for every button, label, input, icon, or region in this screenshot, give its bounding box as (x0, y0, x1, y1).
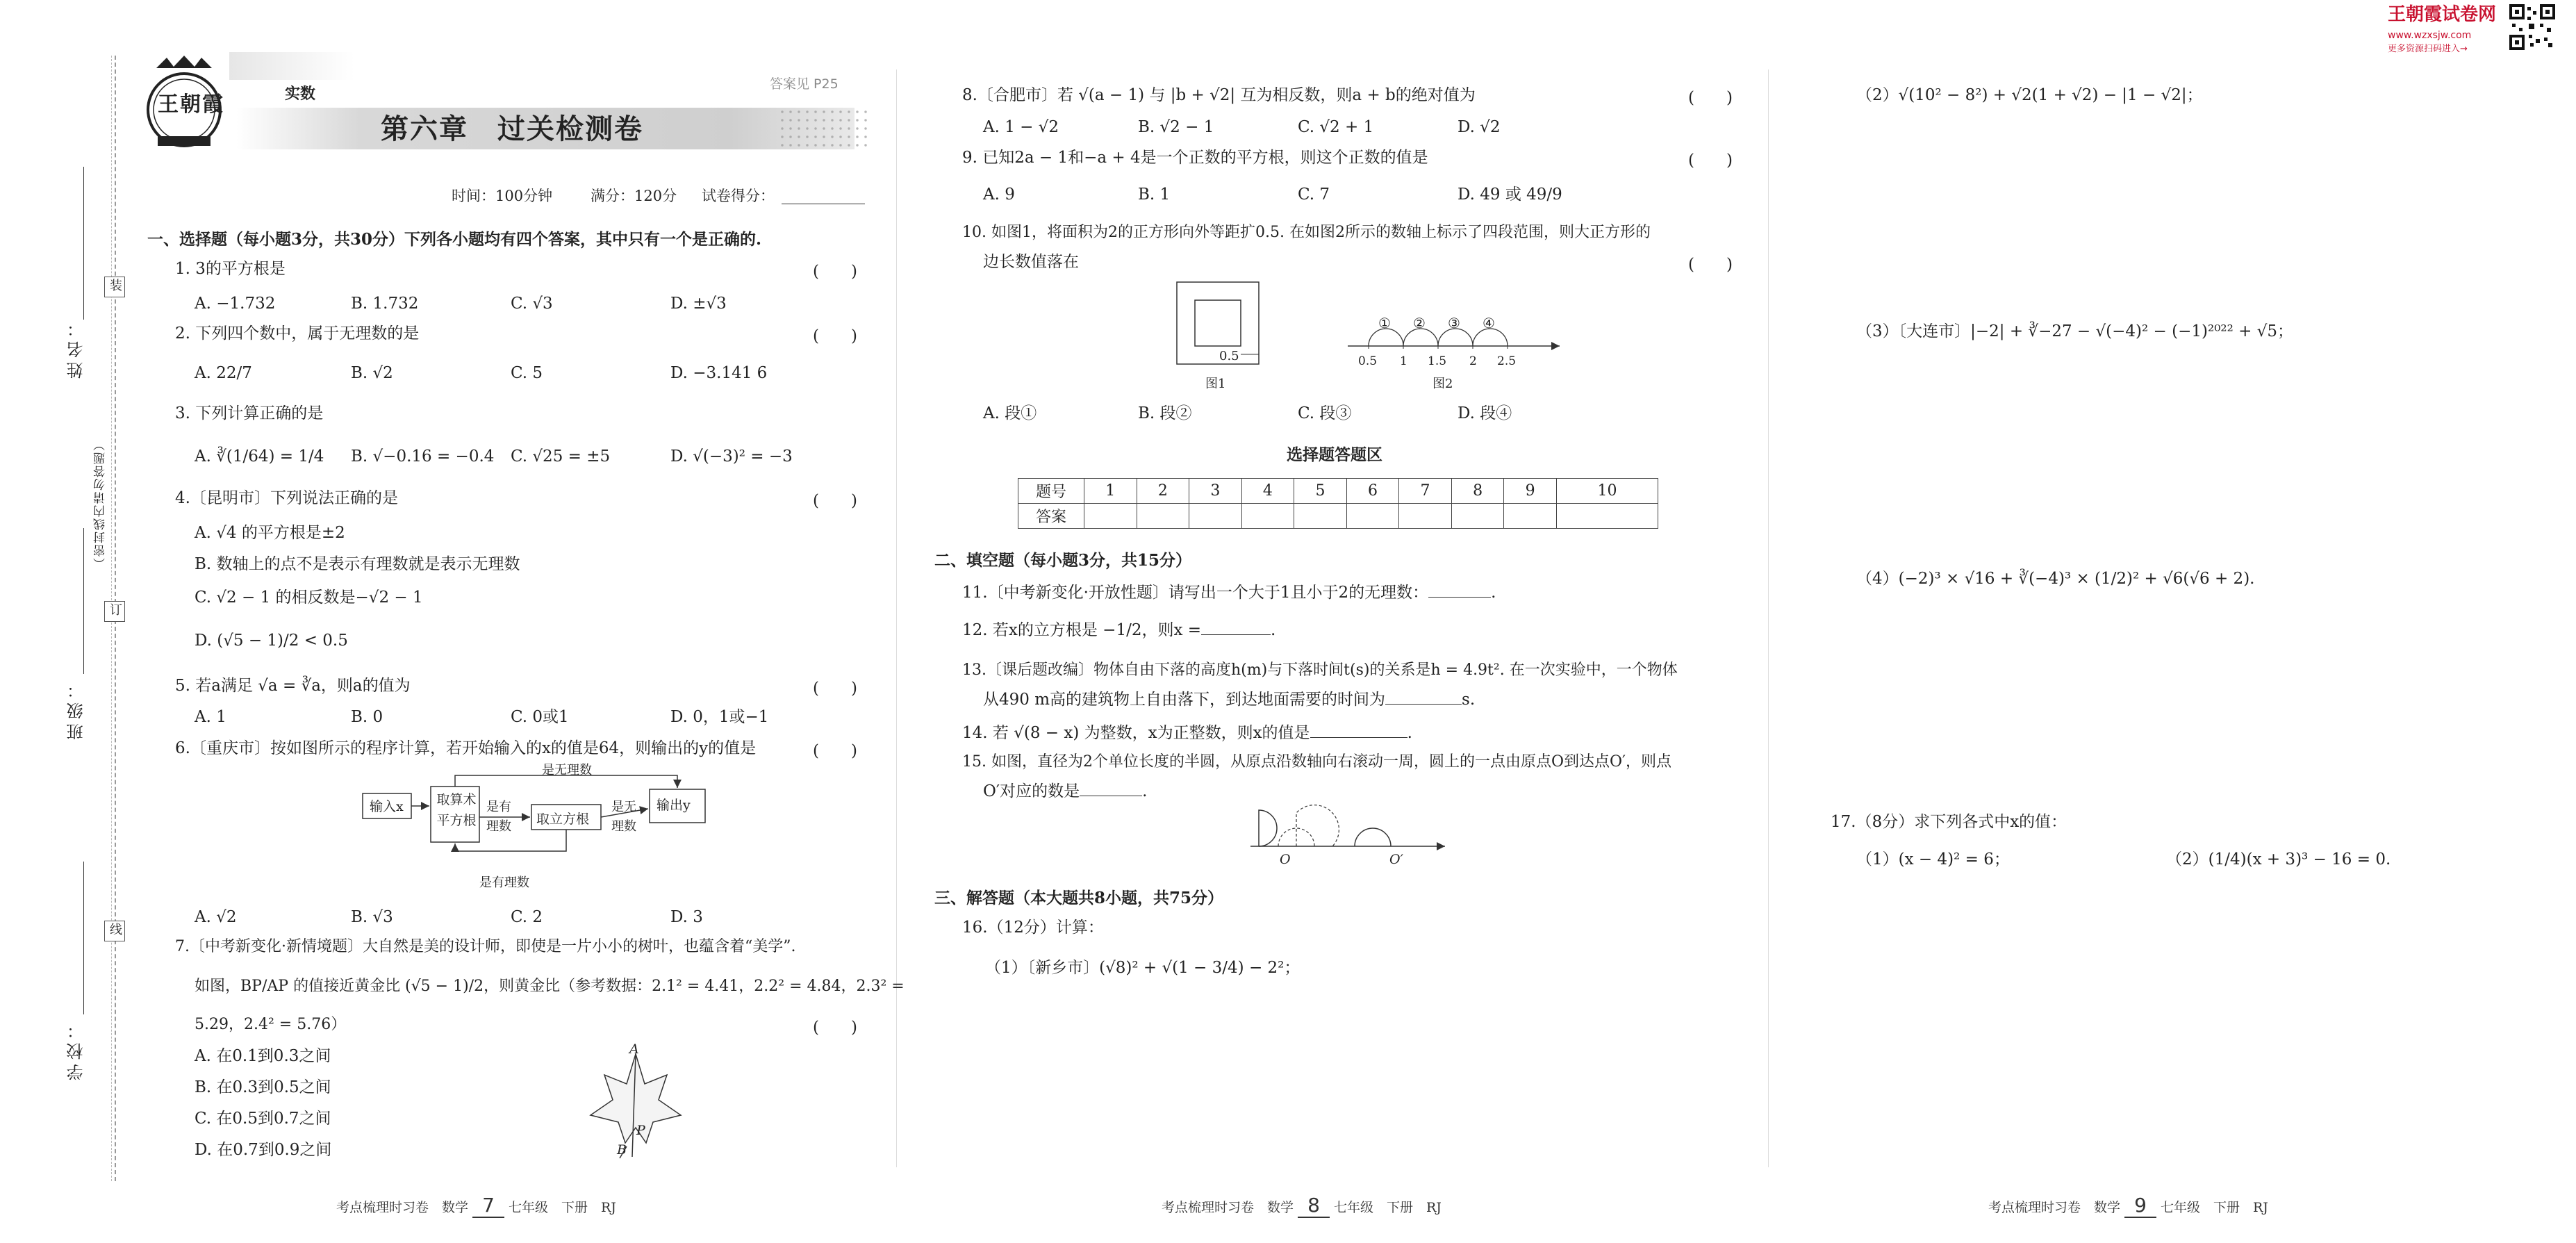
grid-num-1: 1 (1084, 479, 1137, 504)
seal-note: （密封线内请勿答题） (94, 438, 108, 570)
q11-blank[interactable] (1428, 597, 1491, 598)
q11-stem: 11.〔中考新变化·开放性题〕请写出一个大于1且小于2的无理数： (962, 584, 1429, 602)
flow-bottom-label: 是有理数 (479, 875, 529, 890)
footer-grade: 七年级 下册 RJ (1333, 1200, 1442, 1215)
grid-answer-cell[interactable] (1084, 504, 1137, 529)
tick-1-5: 1.5 (1428, 354, 1447, 368)
score-label: 试卷得分： (702, 188, 775, 204)
q6-option-b[interactable]: B. √3 (351, 908, 393, 926)
page-number: 7 (472, 1194, 504, 1218)
q1-option-c[interactable]: C. √3 (511, 295, 553, 313)
grid-answer-cell[interactable] (1137, 504, 1189, 529)
q8-answer-paren[interactable]: ( ) (1688, 89, 1733, 107)
q16-part-1: （1）〔新乡市〕(√8)² + √(1 − 3/4) − 2²； (985, 959, 1301, 977)
q10-answer-paren[interactable]: ( ) (1688, 256, 1733, 274)
q7-option-a[interactable]: A. 在0.1到0.3之间 (195, 1047, 331, 1065)
q2-option-a[interactable]: A. 22/7 (195, 364, 252, 382)
site-url[interactable]: www.wzxsjw.com (2388, 30, 2472, 41)
flow-rational-branch: 是有理数 (486, 800, 511, 834)
q13-stem-1: 13.〔课后题改编〕物体自由下落的高度h(m)与下落时间t(s)的关系是h = 4.9t². 在一次实验中，一个物体 (962, 661, 1678, 679)
segment-1: ① (1378, 315, 1391, 331)
class-label: 班级： (67, 677, 86, 740)
q5-answer-paren[interactable]: ( ) (813, 680, 857, 698)
q1-answer-paren[interactable]: ( ) (813, 263, 857, 281)
q15-rolling-semicircle (1250, 805, 1452, 853)
q7-stem-3: 5.29，2.4² = 5.76） (195, 1016, 347, 1033)
q6-stem: 6.〔重庆市〕按如图所示的程序计算，若开始输入的x的值是64，则输出的y的值是 (175, 739, 757, 757)
q3-option-d[interactable]: D. √(−3)² = −3 (670, 447, 793, 466)
q4-answer-paren[interactable]: ( ) (813, 492, 857, 510)
footer-page-7 (336, 1194, 616, 1218)
segment-3: ③ (1448, 315, 1460, 331)
q15-text (983, 781, 1147, 802)
grid-num-6: 6 (1346, 479, 1399, 504)
q2-option-c[interactable]: C. 5 (511, 364, 543, 382)
section2-heading: 二、填空题（每小题3分，共15分） (934, 551, 1192, 570)
q8-option-c[interactable]: C. √2 + 1 (1298, 118, 1374, 136)
school-label: 学校： (67, 1018, 86, 1080)
grid-num-10: 10 (1556, 479, 1658, 504)
subject-band (229, 52, 354, 80)
q8-option-a[interactable]: A. 1 − √2 (983, 118, 1059, 136)
q15-label-o-prime: O′ (1389, 852, 1403, 867)
q14-end: . (1407, 724, 1412, 742)
seal-mark-1: 装 (104, 277, 125, 297)
flow-irrational-branch: 是无理数 (611, 800, 636, 834)
grid-label-answer: 答案 (1018, 504, 1084, 529)
q10-option-d[interactable]: D. 段④ (1458, 404, 1512, 422)
tick-0-5: 0.5 (1358, 354, 1378, 368)
brand-logo (142, 54, 226, 151)
q16-stem: 16.（12分）计算： (962, 919, 1104, 937)
column-divider-2 (1768, 69, 1769, 1167)
q9-option-b[interactable]: B. 1 (1138, 186, 1171, 204)
flow-input-box: 输入x (370, 799, 404, 814)
q12-blank[interactable] (1201, 634, 1271, 635)
site-name: 王朝霞试卷网 (2388, 4, 2497, 25)
q17-part-2: （2）(1/4)(x + 3)³ − 16 = 0. (2166, 850, 2391, 869)
seal-mark-3: 线 (104, 921, 125, 941)
footer-book: 考点梳理时习卷 数学 (336, 1200, 469, 1215)
q1-option-d[interactable]: D. ±√3 (670, 295, 727, 313)
flow-cube-box: 取立方根 (536, 812, 590, 827)
section3-heading: 三、解答题（本大题共8小题，共75分） (934, 889, 1224, 907)
q13-blank[interactable] (1385, 704, 1462, 705)
q3-option-a[interactable]: A. ∛(1/64) = 1/4 (195, 447, 324, 466)
flow-sqrt-box: 取算术平方根 (436, 792, 477, 828)
name-field[interactable] (83, 167, 84, 320)
q12-end: . (1271, 621, 1276, 639)
segment-2: ② (1413, 315, 1426, 331)
grid-answer-cell[interactable] (1346, 504, 1399, 529)
tick-1: 1 (1400, 354, 1407, 368)
grid-answer-cell[interactable] (1241, 504, 1294, 529)
q15-label-o: O (1280, 852, 1291, 867)
grid-num-5: 5 (1294, 479, 1347, 504)
segment-4: ④ (1483, 315, 1495, 331)
q13-stem-2: 从490 m高的建筑物上自由落下，到达地面需要的时间为 (983, 691, 1386, 709)
q9-option-d[interactable]: D. 49 或 49/9 (1458, 186, 1562, 204)
q15-stem-1: 15. 如图，直径为2个单位长度的半圆，从原点沿数轴向右滚动一周，圆上的一点由原点O到达点O′，则点 (962, 753, 1672, 771)
q4-option-c[interactable]: C. √2 − 1 的相反数是−√2 − 1 (195, 588, 423, 607)
footer-book: 考点梳理时习卷 数学 (1162, 1200, 1294, 1215)
q5-stem: 5. 若a满足 √a = ∛a，则a的值为 (175, 677, 411, 695)
grid-answer-cell[interactable] (1294, 504, 1347, 529)
full-score: 满分：120分 (591, 188, 677, 204)
grid-answer-cell[interactable] (1189, 504, 1242, 529)
q1-option-a[interactable]: A. −1.732 (195, 295, 276, 313)
q9-option-a[interactable]: A. 9 (983, 186, 1015, 204)
q9-answer-paren[interactable]: ( ) (1688, 151, 1733, 170)
q9-option-c[interactable]: C. 7 (1298, 186, 1330, 204)
q16-part-2: （2）√(10² − 8²) + √2(1 + √2) − |1 − √2|； (1856, 86, 2203, 104)
q5-option-a[interactable]: A. 1 (195, 708, 226, 726)
q4-stem: 4.〔昆明市〕下列说法正确的是 (175, 489, 398, 507)
grid-answer-cell[interactable] (1504, 504, 1557, 529)
column-divider-1 (896, 69, 897, 1167)
tick-2: 2 (1469, 354, 1477, 368)
answer-grid (1018, 478, 1658, 529)
footer-page-8 (1162, 1194, 1442, 1218)
q7-option-d[interactable]: D. 在0.7到0.9之间 (195, 1141, 332, 1159)
q5-option-c[interactable]: C. 0或1 (511, 708, 569, 726)
grid-num-7: 7 (1399, 479, 1452, 504)
q1-option-b[interactable]: B. 1.732 (351, 295, 419, 313)
page-number: 9 (2124, 1194, 2156, 1218)
q16-part-4: （4）(−2)³ × √16 + ∛(−4)³ × (1/2)² + √6(√6 + 2). (1856, 570, 2255, 588)
q13-text (983, 689, 1475, 710)
q4-option-b[interactable]: B. 数轴上的点不是表示有理数就是表示无理数 (195, 555, 520, 573)
leaf-label-b: B (617, 1142, 627, 1158)
q7-answer-paren[interactable]: ( ) (813, 1019, 857, 1037)
footer-page-9 (1988, 1194, 2268, 1218)
q6-answer-paren[interactable]: ( ) (813, 742, 857, 760)
q7-stem-1: 7.〔中考新变化·新情境题〕大自然是美的设计师，即使是一片小小的树叶，也蕴含着“美学”. (175, 938, 796, 955)
q10-figure-2-label: 图2 (1433, 377, 1453, 391)
q1-stem: 1. 3的平方根是 (175, 260, 286, 278)
seal-mark-2: 订 (104, 601, 125, 622)
q8-option-d[interactable]: D. √2 (1458, 118, 1501, 136)
answer-grid-answer-row (1018, 504, 1658, 529)
q17-part-1: （1）(x − 4)² = 6； (1856, 850, 2010, 869)
q12-text (962, 620, 1275, 641)
grid-num-3: 3 (1189, 479, 1242, 504)
q10-stem-1: 10. 如图1，将面积为2的正方形向外等距扩0.5. 在如图2所示的数轴上标示了四段范围，则大正方形的 (962, 224, 1651, 241)
answer-grid-header-row (1018, 479, 1658, 504)
logo-text: 王朝霞 (158, 92, 224, 117)
flow-top-label: 是无理数 (542, 763, 592, 777)
q5-option-b[interactable]: B. 0 (351, 708, 383, 726)
qr-code-icon[interactable] (2509, 4, 2555, 50)
q2-option-d[interactable]: D. −3.141 6 (670, 364, 768, 382)
grid-num-9: 9 (1504, 479, 1557, 504)
q10-option-b[interactable]: B. 段② (1138, 404, 1192, 422)
name-label: 姓名： (67, 316, 86, 379)
q17-stem: 17.（8分）求下列各式中x的值： (1831, 813, 2067, 831)
flow-output-box: 输出y (657, 798, 691, 813)
title-band-pattern (778, 108, 868, 149)
q4-option-d[interactable]: D. (√5 − 1)/2 < 0.5 (195, 632, 348, 650)
school-field[interactable] (83, 862, 84, 1014)
tick-2-5: 2.5 (1497, 354, 1517, 368)
q13-end: s. (1462, 691, 1476, 709)
section1-heading: 一、选择题（每小题3分，共30分）下列各小题均有四个答案，其中只有一个是正确的. (147, 230, 762, 249)
q3-option-c[interactable]: C. √25 = ±5 (511, 447, 611, 466)
grid-answer-cell[interactable] (1556, 504, 1658, 529)
page-number: 8 (1298, 1194, 1330, 1218)
grid-label-number: 题号 (1018, 479, 1084, 504)
answer-ref: 答案见 P25 (770, 76, 839, 92)
q15-end: . (1142, 782, 1148, 800)
page-title: 第六章 过关检测卷 (381, 113, 643, 145)
grid-num-4: 4 (1241, 479, 1294, 504)
q2-option-b[interactable]: B. √2 (351, 364, 393, 382)
footer-book: 考点梳理时习卷 数学 (1988, 1200, 2121, 1215)
q3-option-b[interactable]: B. √−0.16 = −0.4 (351, 447, 495, 466)
q2-stem: 2. 下列四个数中，属于无理数的是 (175, 324, 420, 343)
q10-stem-2: 边长数值落在 (983, 253, 1079, 271)
q3-stem: 3. 下列计算正确的是 (175, 404, 324, 422)
footer-grade: 七年级 下册 RJ (2160, 1200, 2268, 1215)
grid-answer-cell[interactable] (1399, 504, 1452, 529)
q10-option-c[interactable]: C. 段③ (1298, 404, 1352, 422)
q14-text (962, 723, 1412, 743)
q10-figure-1-label: 图1 (1205, 377, 1226, 391)
q14-stem: 14. 若 √(8 − x) 为整数，x为正整数，则x的值是 (962, 724, 1310, 742)
subject-tag: 实数 (285, 85, 316, 103)
footer-grade: 七年级 下册 RJ (508, 1200, 616, 1215)
q2-answer-paren[interactable]: ( ) (813, 327, 857, 345)
q4-option-a[interactable]: A. √4 的平方根是±2 (195, 524, 345, 542)
grid-num-8: 8 (1451, 479, 1504, 504)
program-flowchart (354, 764, 716, 896)
class-field[interactable] (83, 528, 84, 674)
site-slogan: 更多资源扫码进入→ (2388, 44, 2468, 54)
q11-end: . (1491, 584, 1496, 602)
q10-option-a[interactable]: A. 段① (983, 404, 1037, 422)
q9-stem: 9. 已知2a − 1和−a + 4是一个正数的平方根，则这个正数的值是 (962, 149, 1428, 167)
q16-part-3: （3）〔大连市〕|−2| + ∛−27 − √(−4)² − (−1)²⁰²² + √5； (1856, 322, 2294, 340)
q8-option-b[interactable]: B. √2 − 1 (1138, 118, 1214, 136)
answer-grid-title: 选择题答题区 (1287, 445, 1382, 464)
grid-num-2: 2 (1137, 479, 1189, 504)
q10-figure-1-dim: 0.5 (1219, 349, 1239, 363)
q8-stem: 8.〔合肥市〕若 √(a − 1) 与 |b + √2| 互为相反数，则a + b的绝对值为 (962, 86, 1476, 104)
q7-option-b[interactable]: B. 在0.3到0.5之间 (195, 1078, 331, 1096)
exam-time: 时间：100分钟 (452, 188, 553, 204)
q14-blank[interactable] (1310, 737, 1407, 738)
leaf-label-p: P (636, 1123, 645, 1138)
q6-option-d[interactable]: D. 3 (670, 908, 703, 926)
q15-stem-2: O′对应的数是 (983, 782, 1080, 800)
q6-option-a[interactable]: A. √2 (195, 908, 237, 926)
q12-stem: 12. 若x的立方根是 −1/2，则x = (962, 621, 1202, 639)
q6-option-c[interactable]: C. 2 (511, 908, 543, 926)
leaf-figure (584, 1046, 688, 1164)
leaf-label-a: A (629, 1042, 639, 1057)
q5-option-d[interactable]: D. 0，1或−1 (670, 708, 769, 726)
q11-text (962, 582, 1496, 603)
q7-stem-2: 如图，BP/AP 的值接近黄金比 (√5 − 1)/2，则黄金比（参考数据：2.1² = 4.41，2.2² = 4.84，2.3² = (195, 978, 905, 995)
q7-option-c[interactable]: C. 在0.5到0.7之间 (195, 1110, 331, 1128)
grid-answer-cell[interactable] (1451, 504, 1504, 529)
